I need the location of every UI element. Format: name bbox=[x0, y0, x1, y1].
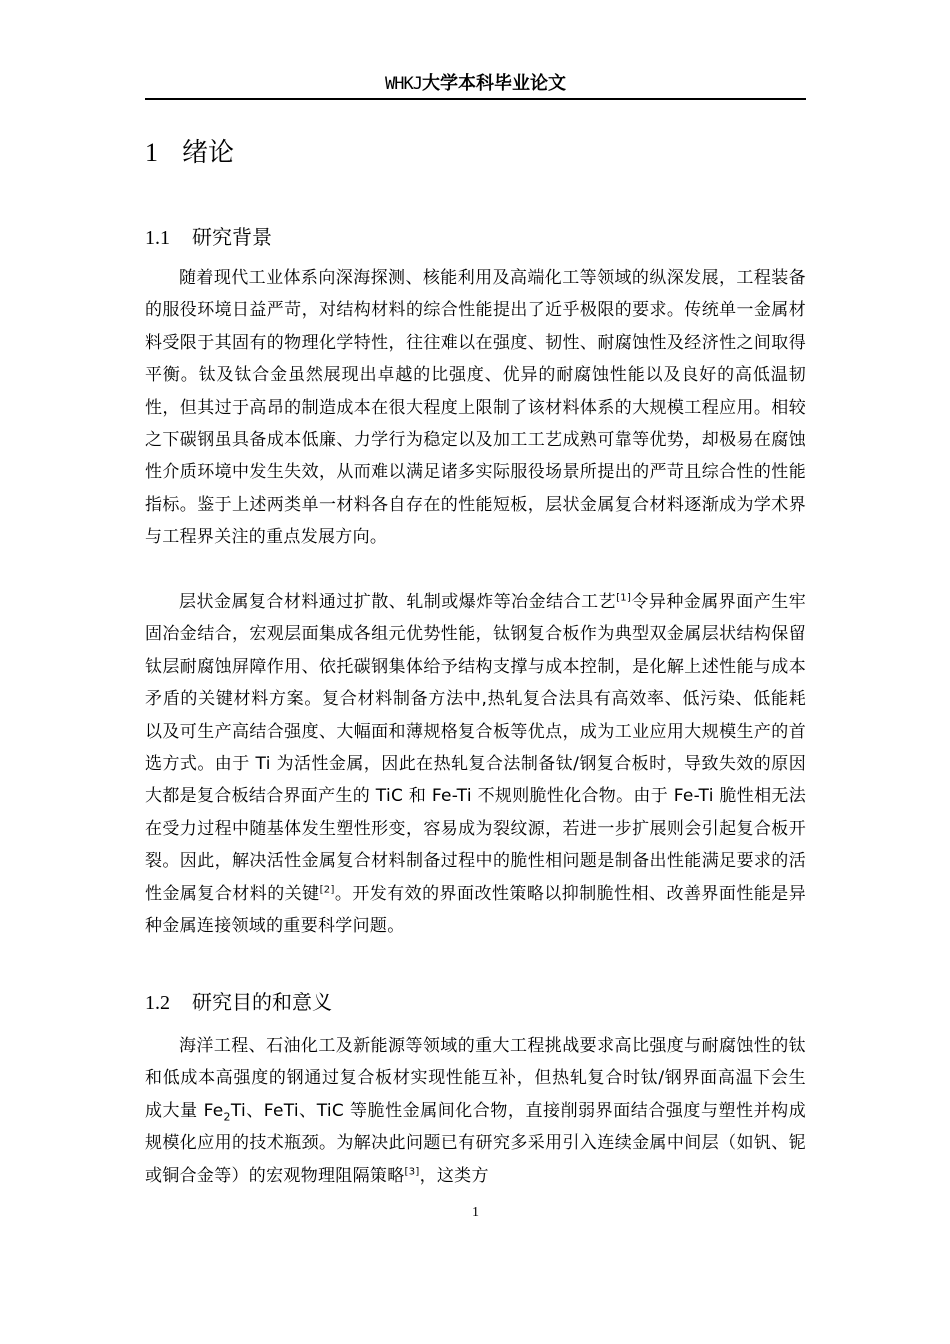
paragraph bbox=[145, 262, 806, 554]
citation: [3] bbox=[404, 1165, 420, 1177]
section-title: 研究背景 bbox=[192, 225, 272, 249]
section-heading-1-1 bbox=[145, 222, 272, 253]
section-heading-1-2 bbox=[145, 987, 332, 1018]
section-number: 1.1 bbox=[145, 227, 170, 249]
paragraph-text: Ti、FeTi、TiC 等脆性金属间化合物，直接削弱界面结合强度与塑性并构成规模化应用的技术瓶颈。为解决此问题已有研究多采用引入连续金属中间层（如钒、铌或铜合金等）的宏观物理阻隔策略 bbox=[145, 1100, 807, 1186]
paragraph-text: 。开发有效的界面改性策略以抑制脆性相、改善界面性能是异种金属连接领域的重要科学问题。 bbox=[145, 883, 806, 937]
header-title: 大学本科毕业论文 bbox=[421, 73, 566, 94]
running-header bbox=[145, 70, 806, 98]
chapter-heading bbox=[145, 135, 234, 171]
section-number: 1.2 bbox=[145, 992, 170, 1014]
paragraph-text: 令异种金属界面产生牢固冶金结合，宏观层面集成各组元优势性能，钛钢复合板作为典型双金属层状结构保留钛层耐腐蚀屏障作用、依托碳钢集体给予结构支撑与成本控制，是化解上述性能与成本矛盾的关键材料方案。复合材料制备方法中,热轧复合法具有高效率、低污染、低能耗以及可生产高结合强度、大幅面和薄规格复合板等优点，成为工业应用大规模生产的首选方式。由于 Ti 为活性金属，因此在热轧复合法制备钛/钢复合板时，导致失效的原因大都是复合板结合界面产生的 TiC 和 Fe-Ti 不规则脆性化合物。由于 Fe-Ti 脆性相无法在受力过程中随基体发生塑性形变，容易成为裂纹源，若进一步扩展则会引起复合板开裂。因此，解决活性金属复合材料制备过程中的脆性相问题是制备出性能满足要求的活性金属复合材料的关键 bbox=[145, 592, 807, 904]
header-latin: WHKJ bbox=[385, 74, 422, 94]
paragraph-text: 层状金属复合材料通过扩散、轧制或爆炸等冶金结合工艺 bbox=[179, 592, 617, 612]
paragraph bbox=[145, 586, 806, 942]
section-title: 研究目的和意义 bbox=[192, 990, 332, 1014]
citation: [2] bbox=[319, 884, 335, 895]
page-number: 1 bbox=[472, 1205, 479, 1220]
paragraph-text: ，这类方 bbox=[419, 1165, 489, 1186]
paragraph-text: 海洋工程、石油化工及新能源等领域的重大工程挑战要求高比强度与耐腐蚀性的钛和低成本高强度的钢通过复合板材实现性能互补，但热轧复合时钛/钢界面高温下会生成大量 Fe bbox=[145, 1036, 806, 1121]
chapter-title: 绪论 bbox=[182, 138, 235, 168]
paragraph-text: 随着现代工业体系向深海探测、核能利用及高端化工等领域的纵深发展，工程装备的服役环境日益严苛，对结构材料的综合性能提出了近乎极限的要求。传统单一金属材料受限于其固有的物理化学特性，往往难以在强度、韧性、耐腐蚀性及经济性之间取得平衡。钛及钛合金虽然展现出卓越的比强度、优异的耐腐蚀性能以及良好的高低温韧性，但其过于高昂的制造成本在很大程度上限制了该材料体系的大规模工程应用。相较之下碳钢虽具备成本低廉、力学行为稳定以及加工工艺成熟可靠等优势，却极易在腐蚀性介质环境中发生失效，从而难以满足诸多实际服役场景所提出的严苛且综合性的性能指标。鉴于上述两类单一材料各自存在的性能短板，层状金属复合材料逐渐成为学术界与工程界关注的重点发展方向。 bbox=[145, 268, 806, 548]
header-rule bbox=[145, 98, 806, 100]
citation: [1] bbox=[616, 592, 632, 604]
subscript: 2 bbox=[223, 1110, 231, 1124]
chapter-number: 1 bbox=[145, 138, 158, 167]
paragraph bbox=[145, 1030, 806, 1192]
